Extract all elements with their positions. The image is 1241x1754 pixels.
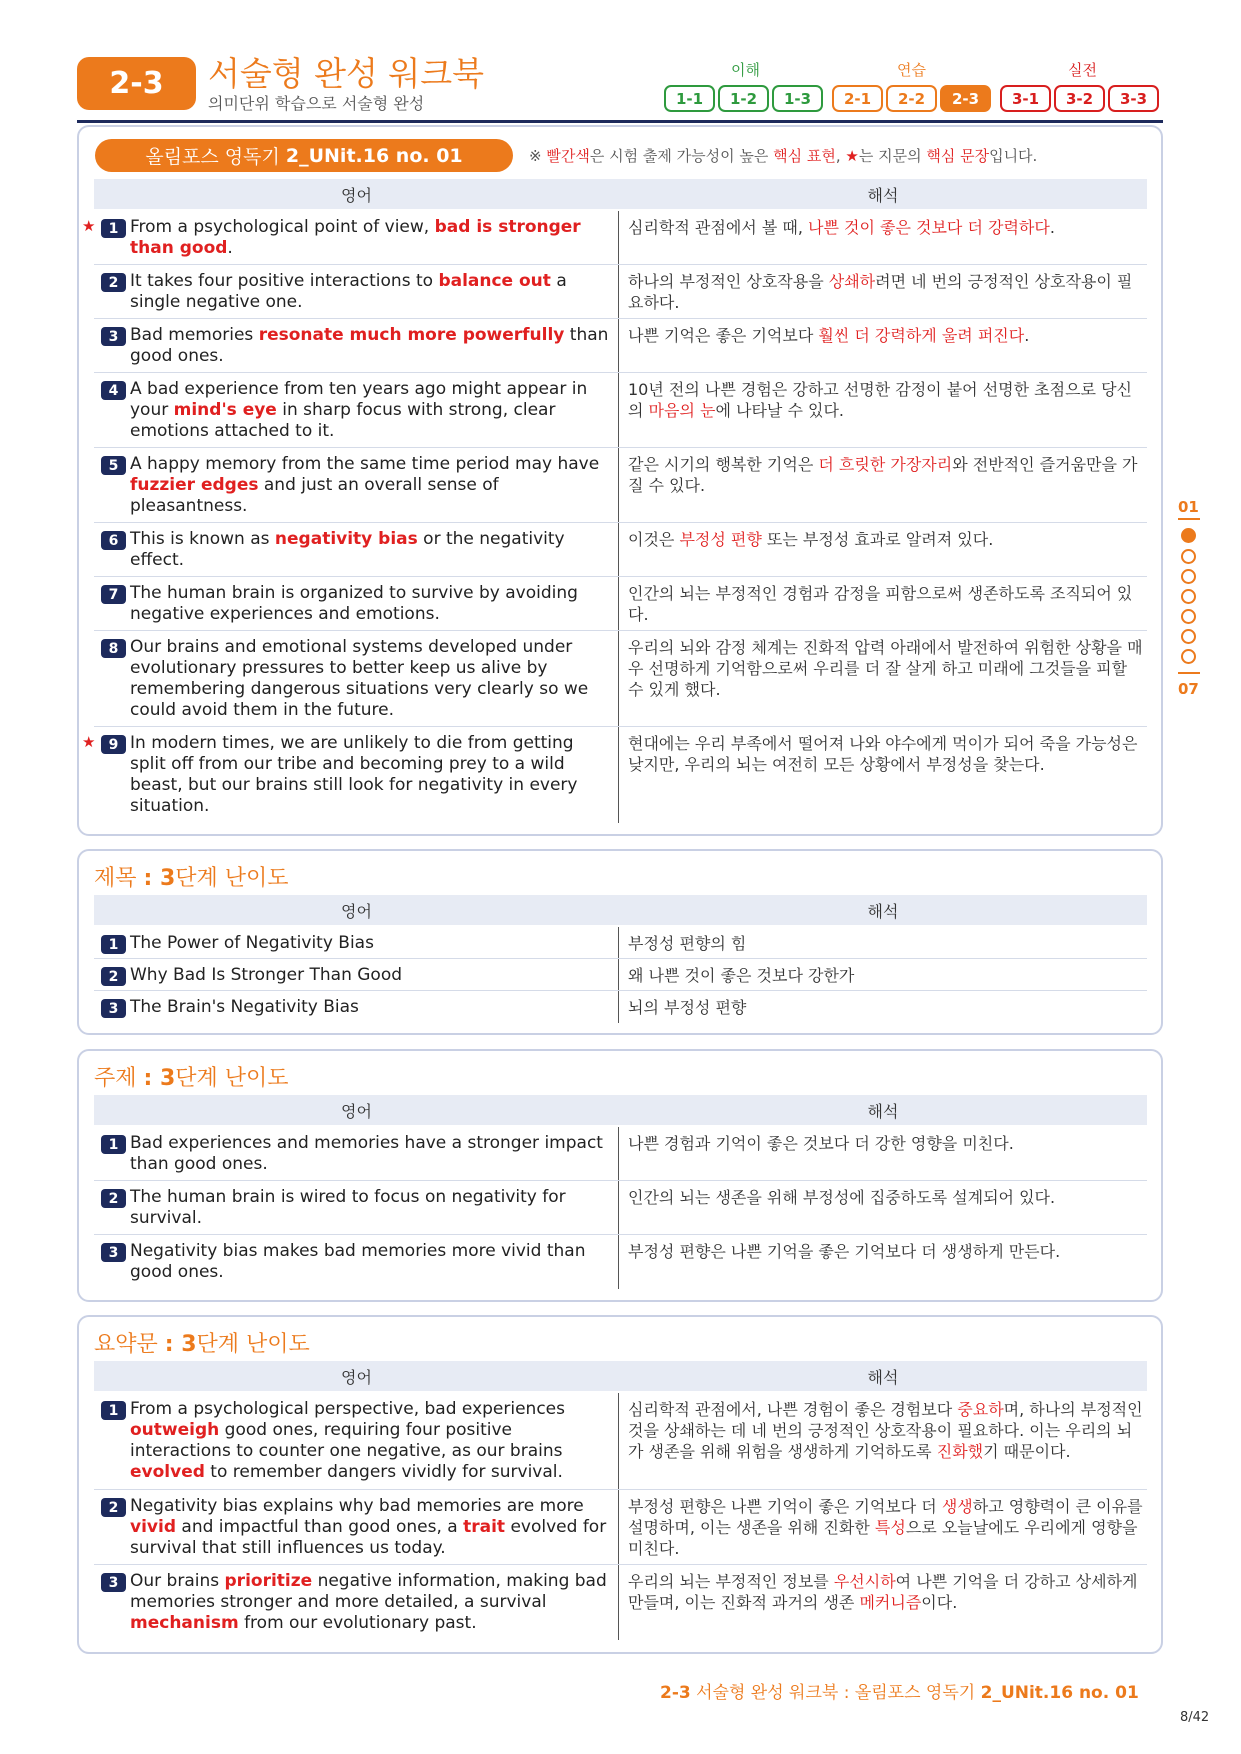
side-divider-top (1178, 518, 1200, 520)
progress-dot[interactable] (1181, 569, 1196, 584)
passage-section (77, 125, 1163, 836)
title-row (94, 959, 1147, 991)
col-english: 영어 (341, 185, 372, 205)
english-theme: Negativity bias makes bad memories more vivid than good ones. (94, 1235, 619, 1289)
korean-summary: 심리학적 관점에서, 나쁜 경험이 좋은 경험보다 중요하며, 하나의 부정적인 것을 상쇄하는 데 네 번의 긍정적인 상호작용이 필요하다. 이는 우리의 뇌가 생존을 위해 위험을 생생하게 기억하도록 진화했기 때문이다. (628, 1400, 1143, 1461)
group-label-real: 실전 (1068, 61, 1097, 79)
row-number: 6 (101, 531, 126, 550)
note-mark: ※ (529, 147, 542, 165)
note-text-2: , (835, 147, 846, 165)
row-number: 5 (101, 456, 126, 475)
english-sentence: A happy memory from the same time period may have fuzzier edges and just an overall sense of pleasantness. (94, 448, 619, 522)
row-number: 9 (101, 735, 126, 754)
group-label-practice: 연습 (897, 61, 926, 79)
step-1-2[interactable]: 1-2 (718, 85, 769, 112)
english-summary: From a psychological perspective, bad experiences outweigh good ones, requiring four positive interactions to counter one negative, as our brains evolved to remember dangers vividly for survival. (94, 1393, 619, 1489)
star-icon: ★ (82, 733, 96, 751)
passage-row (94, 577, 1147, 631)
passage-row (94, 373, 1147, 448)
english-theme: The human brain is wired to focus on negativity for survival. (94, 1181, 619, 1234)
summary-row (94, 1565, 1147, 1640)
row-number: 1 (101, 1135, 126, 1154)
korean-summary: 우리의 뇌는 부정적인 정보를 우선시하여 나쁜 기억을 더 강하고 상세하게 만들며, 이는 진화적 과거의 생존 메커니즘이다. (628, 1572, 1138, 1612)
section-heading: 요약문 : 3단계 난이도 (94, 1332, 310, 1357)
row-number: 3 (101, 1573, 126, 1592)
english-sentence: In modern times, we are unlikely to die from getting split off from our tribe and becoming prey to a wild beast, but our brains still look for negativity in every situation. (94, 727, 619, 823)
korean-summary: 부정성 편향은 나쁜 기억이 좋은 기억보다 더 생생하고 영향력이 큰 이유를 설명하며, 이는 생존을 위해 진화한 특성으로 오늘날에도 우리에게 영향을 미친다. (628, 1497, 1143, 1558)
side-start-number: 01 (1178, 498, 1199, 516)
section-heading: 제목 : 3단계 난이도 (94, 866, 289, 891)
row-number: 1 (101, 935, 126, 954)
english-sentence: This is known as negativity bias or the negativity effect. (94, 523, 619, 576)
progress-dot-current[interactable] (1181, 528, 1196, 543)
passage-row (94, 631, 1147, 727)
progress-dot[interactable] (1181, 649, 1196, 664)
passage-row (82, 211, 1147, 265)
section-badge: 2-3 (77, 57, 196, 110)
star-icon: ★ (82, 217, 96, 235)
step-3-2[interactable]: 3-2 (1054, 85, 1105, 112)
note-red-word: 빨간색 (546, 147, 590, 165)
english-sentence: It takes four positive interactions to balance out a single negative one. (94, 265, 619, 318)
english-title: The Brain's Negativity Bias (94, 991, 619, 1023)
passage-row (82, 727, 1147, 823)
korean-translation: 현대에는 우리 부족에서 떨어져 나와 야수에게 먹이가 되어 죽을 가능성은 낮지만, 우리의 뇌는 여전히 모든 상황에서 부정성을 찾는다. (628, 734, 1138, 774)
row-number: 2 (101, 967, 126, 986)
section-heading: 주제 : 3단계 난이도 (94, 1066, 289, 1091)
row-number: 3 (101, 327, 126, 346)
table-header (94, 895, 1147, 925)
page-subtitle: 의미단위 학습으로 서술형 완성 (208, 94, 425, 113)
english-summary: Our brains prioritize negative information, making bad memories stronger and more detailed, a survival mechanism from our evolutionary past. (94, 1565, 619, 1640)
row-number: 1 (101, 1401, 126, 1420)
summary-row (94, 1393, 1147, 1490)
step-3-3[interactable]: 3-3 (1108, 85, 1159, 112)
star-icon: ★ (845, 147, 859, 165)
summary-row (94, 1490, 1147, 1565)
note-text-end: 입니다. (989, 147, 1038, 165)
passage-row (94, 448, 1147, 523)
title-row (94, 991, 1147, 1023)
step-1-3[interactable]: 1-3 (772, 85, 823, 112)
theme-row (94, 1181, 1147, 1235)
step-1-1[interactable]: 1-1 (664, 85, 715, 112)
side-end-number: 07 (1178, 680, 1199, 698)
row-number: 1 (101, 219, 126, 238)
english-theme: Bad experiences and memories have a stronger impact than good ones. (94, 1127, 619, 1180)
page-number: 8/42 (1180, 1710, 1210, 1725)
table-header (94, 1361, 1147, 1391)
footer-caption: 2-3 서술형 완성 워크북 : 올림포스 영독기 2_UNit.16 no. 01 (660, 1683, 1139, 1703)
theme-row (94, 1235, 1147, 1289)
note-text-3: 는 지문의 (858, 147, 922, 165)
korean-title: 왜 나쁜 것이 좋은 것보다 강한가 (628, 966, 855, 985)
row-number: 3 (101, 1243, 126, 1262)
korean-translation: 인간의 뇌는 부정적인 경험과 감정을 피함으로써 생존하도록 조직되어 있다. (628, 584, 1133, 624)
progress-dot[interactable] (1181, 589, 1196, 604)
row-number: 2 (101, 1498, 126, 1517)
english-sentence: From a psychological point of view, bad is stronger than good. (94, 211, 619, 264)
row-number: 2 (101, 1189, 126, 1208)
english-sentence: The human brain is organized to survive by avoiding negative experiences and emotions. (94, 577, 619, 630)
col-english: 영어 (341, 1101, 372, 1121)
korean-theme: 인간의 뇌는 생존을 위해 부정성에 집중하도록 설계되어 있다. (628, 1188, 1056, 1207)
step-2-2[interactable]: 2-2 (886, 85, 937, 112)
source-unit: 2_UNit.16 no. 01 (285, 144, 463, 167)
step-2-3[interactable]: 2-3 (940, 85, 991, 112)
progress-dot[interactable] (1181, 629, 1196, 644)
title-section (77, 849, 1163, 1035)
korean-translation: 같은 시기의 행복한 기억은 더 흐릿한 가장자리와 전반적인 즐거움만을 가질 수 있다. (628, 455, 1138, 495)
side-divider-bottom (1178, 672, 1200, 674)
english-summary: Negativity bias explains why bad memories are more vivid and impactful than good ones, a trait evolved for survival that still influences us today. (94, 1490, 619, 1564)
row-number: 3 (101, 999, 126, 1018)
row-number: 8 (101, 639, 126, 658)
table-header (94, 179, 1147, 209)
korean-translation: 이것은 부정성 편향 또는 부정성 효과로 알려져 있다. (628, 530, 994, 549)
col-korean: 해석 (867, 1101, 899, 1121)
passage-row (94, 319, 1147, 373)
row-number: 7 (101, 585, 126, 604)
korean-translation: 심리학적 관점에서 볼 때, 나쁜 것이 좋은 것보다 더 강력하다. (628, 218, 1055, 237)
english-title: The Power of Negativity Bias (94, 927, 619, 958)
progress-dot[interactable] (1181, 609, 1196, 624)
korean-theme: 부정성 편향은 나쁜 기억을 좋은 기억보다 더 생생하게 만든다. (628, 1242, 1061, 1261)
korean-title: 뇌의 부정성 편향 (628, 998, 747, 1017)
passage-row (94, 265, 1147, 319)
note-key-expression: 핵심 표현 (773, 147, 836, 165)
english-sentence: A bad experience from ten years ago might appear in your mind's eye in sharp focus with strong, clear emotions attached to it. (94, 373, 619, 447)
source-pill (95, 139, 513, 172)
korean-theme: 나쁜 경험과 기억이 좋은 것보다 더 강한 영향을 미친다. (628, 1134, 1014, 1153)
english-title: Why Bad Is Stronger Than Good (94, 959, 619, 990)
step-3-1[interactable]: 3-1 (1000, 85, 1051, 112)
col-english: 영어 (341, 901, 372, 921)
korean-translation: 우리의 뇌와 감정 체계는 진화적 압력 아래에서 발전하여 위험한 상황을 매우 선명하게 기억함으로써 우리를 더 잘 살게 하고 미래에 그것들을 피할 수 있게 했다. (628, 638, 1143, 699)
progress-dot[interactable] (1181, 549, 1196, 564)
col-korean: 해석 (867, 1367, 899, 1387)
english-sentence: Our brains and emotional systems developed under evolutionary pressures to better keep us alive by remembering dangerous situations very clearly so we could avoid them in the future. (94, 631, 619, 726)
source-prefix: 올림포스 영독기 (145, 146, 280, 168)
step-2-1[interactable]: 2-1 (832, 85, 883, 112)
passage-row (94, 523, 1147, 577)
group-label-understand: 이해 (731, 61, 760, 79)
col-korean: 해석 (867, 185, 899, 205)
korean-translation: 나쁜 기억은 좋은 기억보다 훨씬 더 강력하게 울려 퍼진다. (628, 326, 1030, 345)
english-sentence: Bad memories resonate much more powerfully than good ones. (94, 319, 619, 372)
row-number: 4 (101, 381, 126, 400)
korean-translation: 하나의 부정적인 상호작용을 상쇄하려면 네 번의 긍정적인 상호작용이 필요하다. (628, 272, 1133, 312)
theme-section (77, 1049, 1163, 1302)
note-key-sentence: 핵심 문장 (926, 147, 990, 165)
col-korean: 해석 (867, 901, 899, 921)
title-row (94, 927, 1147, 959)
row-number: 2 (101, 273, 126, 292)
col-english: 영어 (341, 1367, 372, 1387)
table-header (94, 1095, 1147, 1125)
summary-section (77, 1315, 1163, 1654)
theme-row (94, 1127, 1147, 1181)
page-title: 서술형 완성 워크북 (208, 54, 485, 93)
legend-note (529, 145, 1037, 166)
header-divider (77, 120, 1163, 123)
korean-translation: 10년 전의 나쁜 경험은 강하고 선명한 감정이 붙어 선명한 초점으로 당신의 마음의 눈에 나타날 수 있다. (628, 380, 1132, 420)
note-text-1: 은 시험 출제 가능성이 높은 (589, 147, 769, 165)
korean-title: 부정성 편향의 힘 (628, 934, 747, 953)
